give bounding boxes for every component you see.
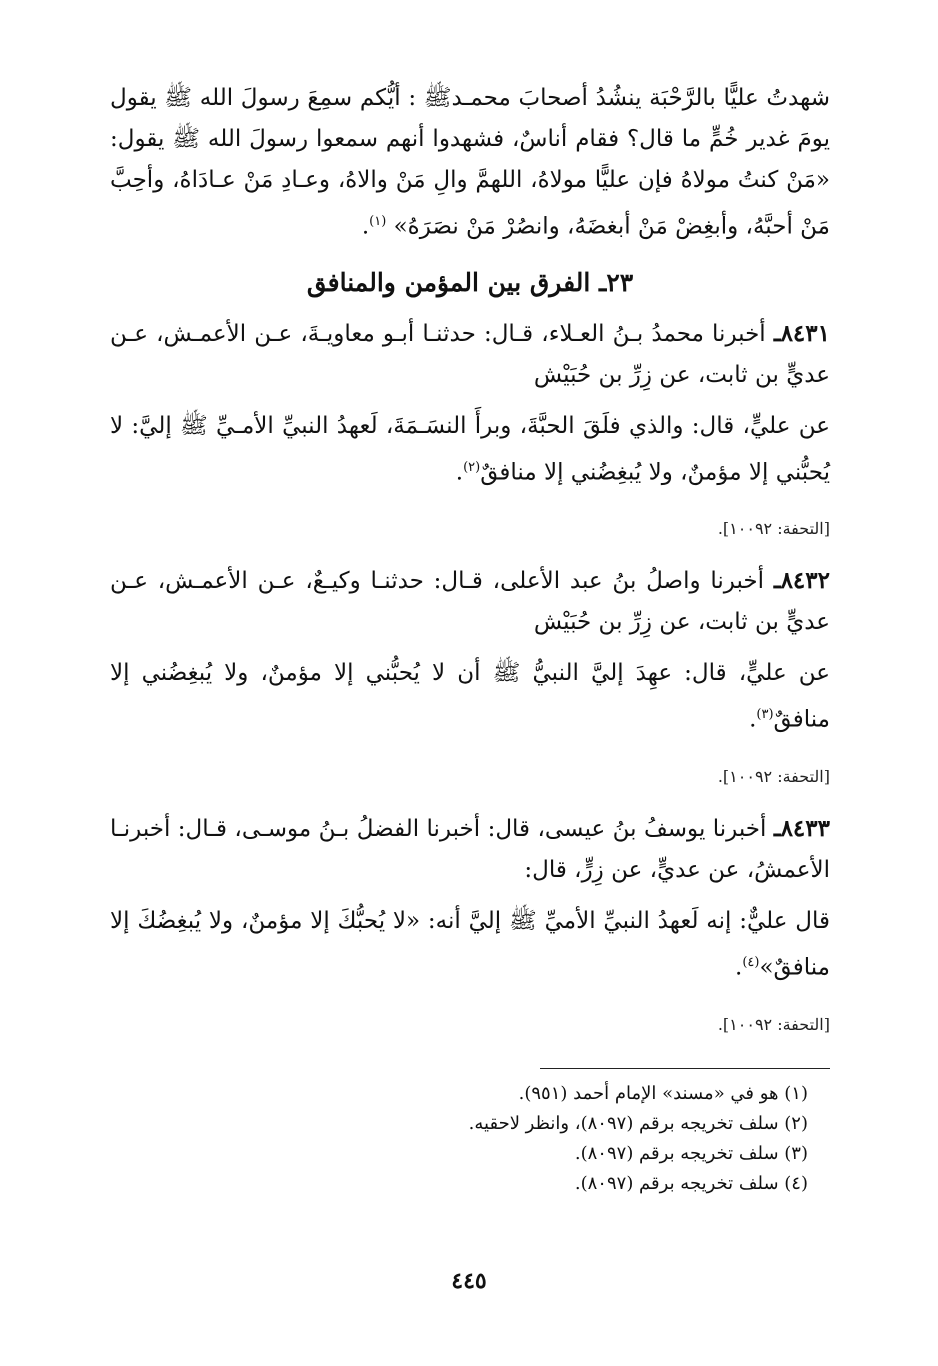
hadith-8431 (110, 313, 830, 539)
tuhfa-reference: [التحفة: ١٠٠٩٢]. (717, 766, 830, 786)
isnad-text: أخبرنا يوسفُ بنُ عيسى، قال: أخبرنا الفضلُ بـنُ موسـى، قـال: أخبرنـا الأعمشُ، عن عديٍّ، عن زِرٍّ، قال: (110, 815, 830, 883)
hadith-number: ٨٤٣١ـ (773, 319, 830, 347)
footnote-ref-1: (١) (369, 214, 387, 229)
hadith-number: ٨٤٣٢ـ (773, 567, 830, 595)
footnote-2: (٢) سلف تخريجه برقم (٨٠٩٧)، وانظر لاحقيه. (468, 1112, 808, 1134)
footnote-ref-4: (٤) (742, 954, 760, 970)
isnad-text: أخبرنا واصلُ بنُ عبد الأعلى، قـال: حدثنـا وكيـعٌ، عـن الأعمـش، عـن عديٍّ بن ثابت، عن زِرِّ بن حُبَيْش (110, 568, 830, 636)
hadith-isnad (110, 560, 830, 643)
section-heading: ٢٣ـ الفرق بين المؤمن والمنافق (306, 267, 634, 297)
matn-text: عن عليٍّ، قال: عهِدَ إليَّ النبيُّ ﷺ أن لا يُحبُّني إلا مؤمنٌ، ولا يُبغِضُني إلا منافقٌ (110, 660, 830, 733)
hadith-number: ٨٤٣٣ـ (773, 814, 830, 842)
isnad-text: أخبرنا محمدُ بـنُ العـلاء، قـال: حدثنـا أبـو معاويـةَ، عـن الأعمـش، عـن عديٍّ بن ثابت، عن زِرِّ بن حُبَيْش (110, 320, 830, 388)
tuhfa-reference: [التحفة: ١٠٠٩٢]. (717, 1014, 830, 1034)
intro-text: شهدتُ عليًّا بالرَّحْبَة ينشُدُ أصحابَ محمـدﷺ : أيُّكم سمِعَ رسولَ الله ﷺ يقول يومَ غدير خُمٍّ ما قال؟ فقام أناسٌ، فشهدوا أنهم سمعوا رسولَ الله ﷺ يقول: «مَنْ كنتُ مولاهُ فإن عليًّا مولاهُ، اللهمَّ والِ مَنْ والاهُ، وعـادِ مَنْ عـادَاهُ، وأحِبَّ مَنْ أحبَّهُ، وأبغِضْ مَنْ أبغضَهُ، وانصُرْ مَنْ نصَرَهُ» (110, 85, 830, 240)
hadith-matn: عن عليٍّ، قال: عهِدَ إليَّ النبيُّ ﷺ أن لا يُحبُّني إلا مؤمنٌ، ولا يُبغِضُني إلا منافقٌ$^{(٣)}$. (110, 660, 830, 733)
hadith-isnad (110, 313, 830, 396)
footnote-ref-2: (٢) (463, 459, 481, 475)
footnote-ref-3: (٣) (756, 707, 774, 723)
page-body (110, 78, 830, 1199)
footnotes (110, 1079, 830, 1199)
hadith-8433 (110, 808, 830, 1034)
intro-paragraph: شهدتُ عليًّا بالرَّحْبَة ينشُدُ أصحابَ محمـدﷺ : أيُّكم سمِعَ رسولَ الله ﷺ يقول يومَ غدير خُمٍّ ما قال؟ فقام أناسٌ، فشهدوا أنهم سمعوا رسولَ الله ﷺ يقول: «مَنْ كنتُ مولاهُ فإن عليًّا مولاهُ، اللهمَّ والِ مَنْ والاهُ، وعـادِ مَنْ عـادَاهُ، وأحِبَّ مَنْ أحبَّهُ، وأبغِضْ مَنْ أبغضَهُ، وانصُرْ مَنْ نصَرَهُ» $^{(١)}$. (110, 85, 830, 240)
footnote-4: (٤) سلف تخريجه برقم (٨٠٩٧). (574, 1172, 808, 1194)
page-number: ٤٤٥ (451, 1268, 487, 1294)
matn-text: قال عليٌّ: إنه لَعهدُ النبيِّ الأميِّ ﷺ إليَّ أنه: «لا يُحبُّكَ إلا مؤمنٌ، ولا يُبغِضُكَ إلا منافقٌ» (110, 907, 830, 981)
hadith-8432 (110, 560, 830, 786)
hadith-isnad (110, 808, 830, 891)
footnote-1: (١) هو في «مسند» الإمام أحمد (٩٥١). (518, 1082, 808, 1104)
footnote-3: (٣) سلف تخريجه برقم (٨٠٩٧). (574, 1142, 808, 1164)
tuhfa-reference: [التحفة: ١٠٠٩٢]. (717, 519, 830, 539)
hadith-matn: عن عليٍّ، قال: والذي فلَقَ الحبَّةَ، وبرأَ النسَـمَةَ، لَعهدُ النبيِّ الأمـيِّ ﷺ إليَّ: لا يُحبُّني إلا مؤمنٌ، ولا يُبغِضُني إلا منافقٌ$^{(٢)}$. (110, 412, 830, 486)
footnote-divider (540, 1068, 830, 1069)
hadith-matn: قال عليٌّ: إنه لَعهدُ النبيِّ الأميِّ ﷺ إليَّ أنه: «لا يُحبُّكَ إلا مؤمنٌ، ولا يُبغِضُكَ إلا منافقٌ»$^{(٤)}$. (110, 907, 830, 981)
matn-text: عن عليٍّ، قال: والذي فلَقَ الحبَّةَ، وبرأَ النسَـمَةَ، لَعهدُ النبيِّ الأمـيِّ ﷺ إليَّ: لا يُحبُّني إلا مؤمنٌ، ولا يُبغِضُني إلا منافقٌ (110, 412, 830, 486)
